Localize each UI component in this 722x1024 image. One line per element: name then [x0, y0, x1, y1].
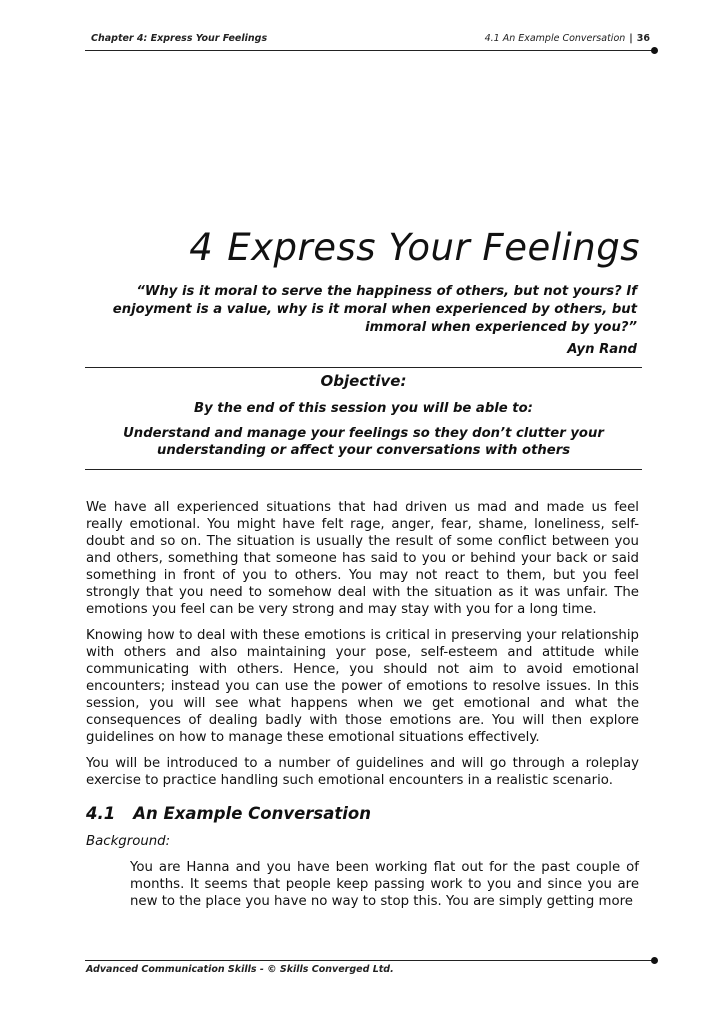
header-rule-dot — [651, 47, 658, 54]
chapter-number: 4 — [189, 226, 214, 269]
body-paragraph: Knowing how to deal with these emotions is critical in preserving your relationship with others and also maintaining your pose, self-esteem and attitude while communicating with others. Hence, you should not aim to avoid emotional encounters; instead you can use the power of emotions to resolve issues. In this session, you will see what happens when we get emotional and what the consequences of dealing badly with those emotions are. You will then explore guidelines on how to manage these emotional situations effectively. — [86, 628, 639, 745]
header-rule — [85, 50, 655, 51]
running-header-section-title: 4.1 An Example Conversation — [484, 33, 626, 44]
epigraph-quote: “Why is it moral to serve the happiness of others, but not yours? If enjoyment is a value, why is it moral when experienced by others, but immoral when experienced by you?” — [112, 284, 637, 335]
objective-rule-bottom — [85, 469, 642, 470]
epigraph-author: Ayn Rand — [567, 342, 637, 357]
footer-rule — [85, 960, 655, 961]
objective-goal: Understand and manage your feelings so they don’t clutter your understanding or affect your conversations with others — [123, 426, 604, 458]
running-header-chapter: Chapter 4: Express Your Feelings — [91, 33, 268, 44]
objective-intro: By the end of this session you will be able to: — [194, 401, 533, 416]
objective-rule-top — [85, 367, 642, 368]
objective-title: Objective: — [320, 372, 407, 390]
header-separator: | — [629, 33, 633, 44]
body-paragraph: We have all experienced situations that had driven us mad and made us feel really emotional. You might have felt rage, anger, fear, shame, loneliness, self-doubt and so on. The situation is usually the result of some conflict between you and others, something that someone has said to you or behind your back or said something in front of you to others. You may not react to them, but you feel strongly that you need to somehow deal with the situation as it was unfair. The emotions you feel can be very strong and may stay with you for a long time. — [86, 500, 639, 617]
section-title: An Example Conversation — [133, 804, 371, 823]
body-paragraph: You will be introduced to a number of guidelines and will go through a roleplay exercise to practice handling such emotional encounters in a realistic scenario. — [86, 756, 639, 788]
background-paragraph: You are Hanna and you have been working flat out for the past couple of months. It seems that people keep passing work to you and since you are new to the place you have no way to stop this. You are simply getting more — [130, 860, 639, 909]
chapter-title-text: Express Your Feelings — [227, 226, 640, 269]
footer-text: Advanced Communication Skills - © Skills Converged Ltd. — [86, 964, 394, 975]
chapter-title — [189, 226, 640, 269]
background-label: Background: — [86, 834, 171, 849]
section-number: 4.1 — [86, 804, 116, 823]
section-heading — [86, 804, 371, 823]
running-header-section — [485, 33, 650, 44]
page-number: 36 — [636, 33, 650, 44]
footer-rule-dot — [651, 957, 658, 964]
